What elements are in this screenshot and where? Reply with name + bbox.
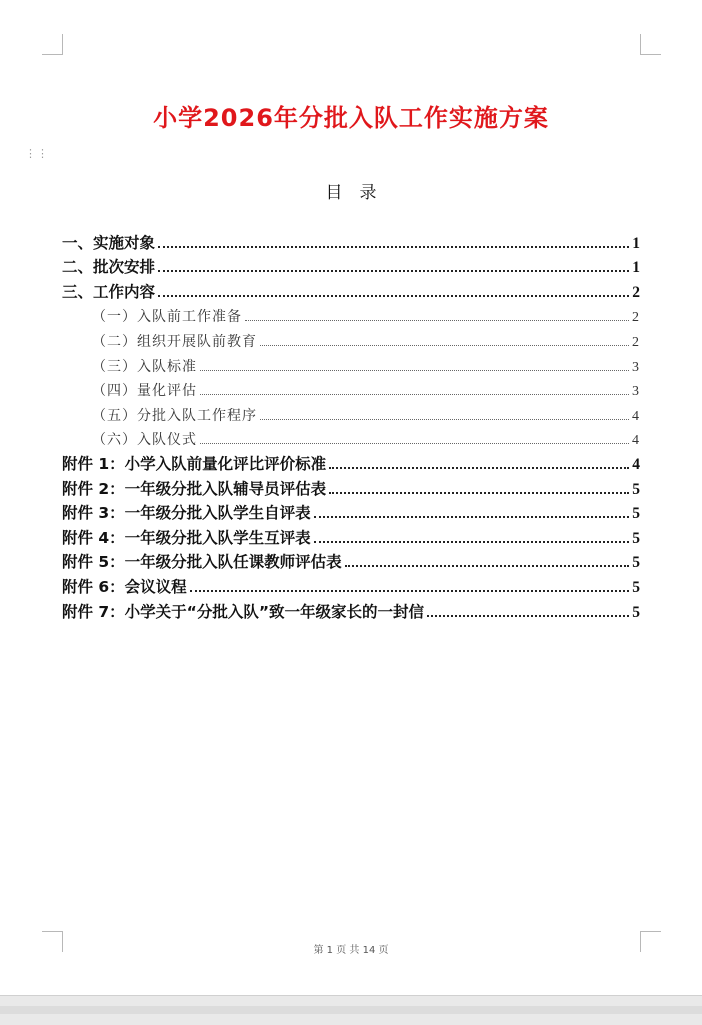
toc-entry[interactable] xyxy=(62,400,640,425)
toc-entry[interactable] xyxy=(62,326,640,351)
toc-entry-label: 一、实施对象 xyxy=(62,233,156,252)
toc-entry[interactable] xyxy=(62,302,640,327)
toc-entry-page-number: 1 xyxy=(632,234,640,252)
toc-entry[interactable] xyxy=(62,499,640,524)
toc-dot-leader xyxy=(245,320,629,321)
toc-entry[interactable] xyxy=(62,376,640,401)
toc-entry[interactable] xyxy=(62,351,640,376)
toc-entry[interactable] xyxy=(62,425,640,450)
toc-dot-leader xyxy=(314,516,630,518)
toc-entry-page-number: 4 xyxy=(632,433,640,449)
toc-entry-label: 附件 7：小学关于“分批入队”致一年级家长的一封信 xyxy=(62,602,425,621)
scrollbar-track[interactable] xyxy=(0,1006,702,1014)
toc-entry-page-number: 2 xyxy=(632,310,640,326)
toc-entry-page-number: 4 xyxy=(632,455,640,473)
toc-entry-label: 附件 1：小学入队前量化评比评价标准 xyxy=(62,454,327,473)
toc-entry-page-number: 5 xyxy=(632,480,640,498)
drag-handle-icon[interactable]: ⋮⋮ xyxy=(25,147,49,160)
toc-entry-page-number: 3 xyxy=(632,359,640,375)
document-title[interactable]: 小学2026年分批入队工作实施方案 xyxy=(153,104,549,132)
toc-entry-page-number: 5 xyxy=(632,578,640,596)
toc-dot-leader xyxy=(200,370,629,371)
toc-dot-leader xyxy=(158,270,629,272)
page-corner-mark-top-left xyxy=(42,34,63,55)
toc-dot-leader xyxy=(260,345,629,346)
toc-entry-label: 附件 3：一年级分批入队学生自评表 xyxy=(62,504,311,523)
toc-entry-label: （四）量化评估 xyxy=(92,383,197,400)
toc-dot-leader xyxy=(158,246,629,248)
toc-entry-page-number: 5 xyxy=(632,603,640,621)
toc-entry[interactable] xyxy=(62,277,640,302)
toc-dot-leader xyxy=(314,541,630,543)
toc-entry-label: 附件 2：一年级分批入队辅导员评估表 xyxy=(62,479,327,498)
toc-entry-label: （一）入队前工作准备 xyxy=(92,309,242,326)
toc-entry-label: 附件 5：一年级分批入队任课教师评估表 xyxy=(62,553,342,572)
toc-dot-leader xyxy=(329,467,629,469)
page-corner-mark-top-right xyxy=(640,34,661,55)
toc-entry-label: 三、工作内容 xyxy=(62,282,156,301)
toc-entry-label: 附件 6：会议议程 xyxy=(62,577,187,596)
toc-entry-page-number: 1 xyxy=(632,259,640,277)
toc-entry[interactable] xyxy=(62,449,640,474)
toc-entry[interactable] xyxy=(62,548,640,573)
toc-entry-page-number: 5 xyxy=(632,554,640,572)
toc-entry[interactable] xyxy=(62,597,640,622)
toc-entry-page-number: 5 xyxy=(632,529,640,547)
toc-dot-leader xyxy=(200,394,629,395)
toc-entry-label: （六）入队仪式 xyxy=(92,432,197,449)
toc-dot-leader xyxy=(158,295,629,297)
toc-dot-leader xyxy=(260,419,629,420)
toc-heading[interactable]: 目 录 xyxy=(325,183,377,203)
toc-entry-label: （三）入队标准 xyxy=(92,358,197,375)
toc-dot-leader xyxy=(345,565,630,567)
toc-entry-page-number: 4 xyxy=(632,408,640,424)
toc-entry-page-number: 2 xyxy=(632,334,640,350)
toc-entry-page-number: 5 xyxy=(632,505,640,523)
page-number-footer: 第 1 页 共 14 页 xyxy=(313,945,389,956)
toc-entry[interactable] xyxy=(62,228,640,253)
toc-dot-leader xyxy=(200,443,629,444)
horizontal-scrollbar[interactable] xyxy=(0,995,702,1025)
toc-dot-leader xyxy=(427,615,629,617)
toc-entry[interactable] xyxy=(62,572,640,597)
toc-entry-label: （五）分批入队工作程序 xyxy=(92,407,257,424)
toc-entry[interactable] xyxy=(62,474,640,499)
toc-dot-leader xyxy=(329,492,629,494)
toc-entry-page-number: 2 xyxy=(632,283,640,301)
toc-entry-label: （二）组织开展队前教育 xyxy=(92,333,257,350)
table-of-contents xyxy=(62,228,640,622)
toc-entry-label: 附件 4：一年级分批入队学生互评表 xyxy=(62,528,311,547)
toc-entry-page-number: 3 xyxy=(632,384,640,400)
toc-dot-leader xyxy=(190,590,630,592)
toc-entry[interactable] xyxy=(62,523,640,548)
toc-entry[interactable] xyxy=(62,253,640,278)
toc-entry-label: 二、批次安排 xyxy=(62,258,156,277)
